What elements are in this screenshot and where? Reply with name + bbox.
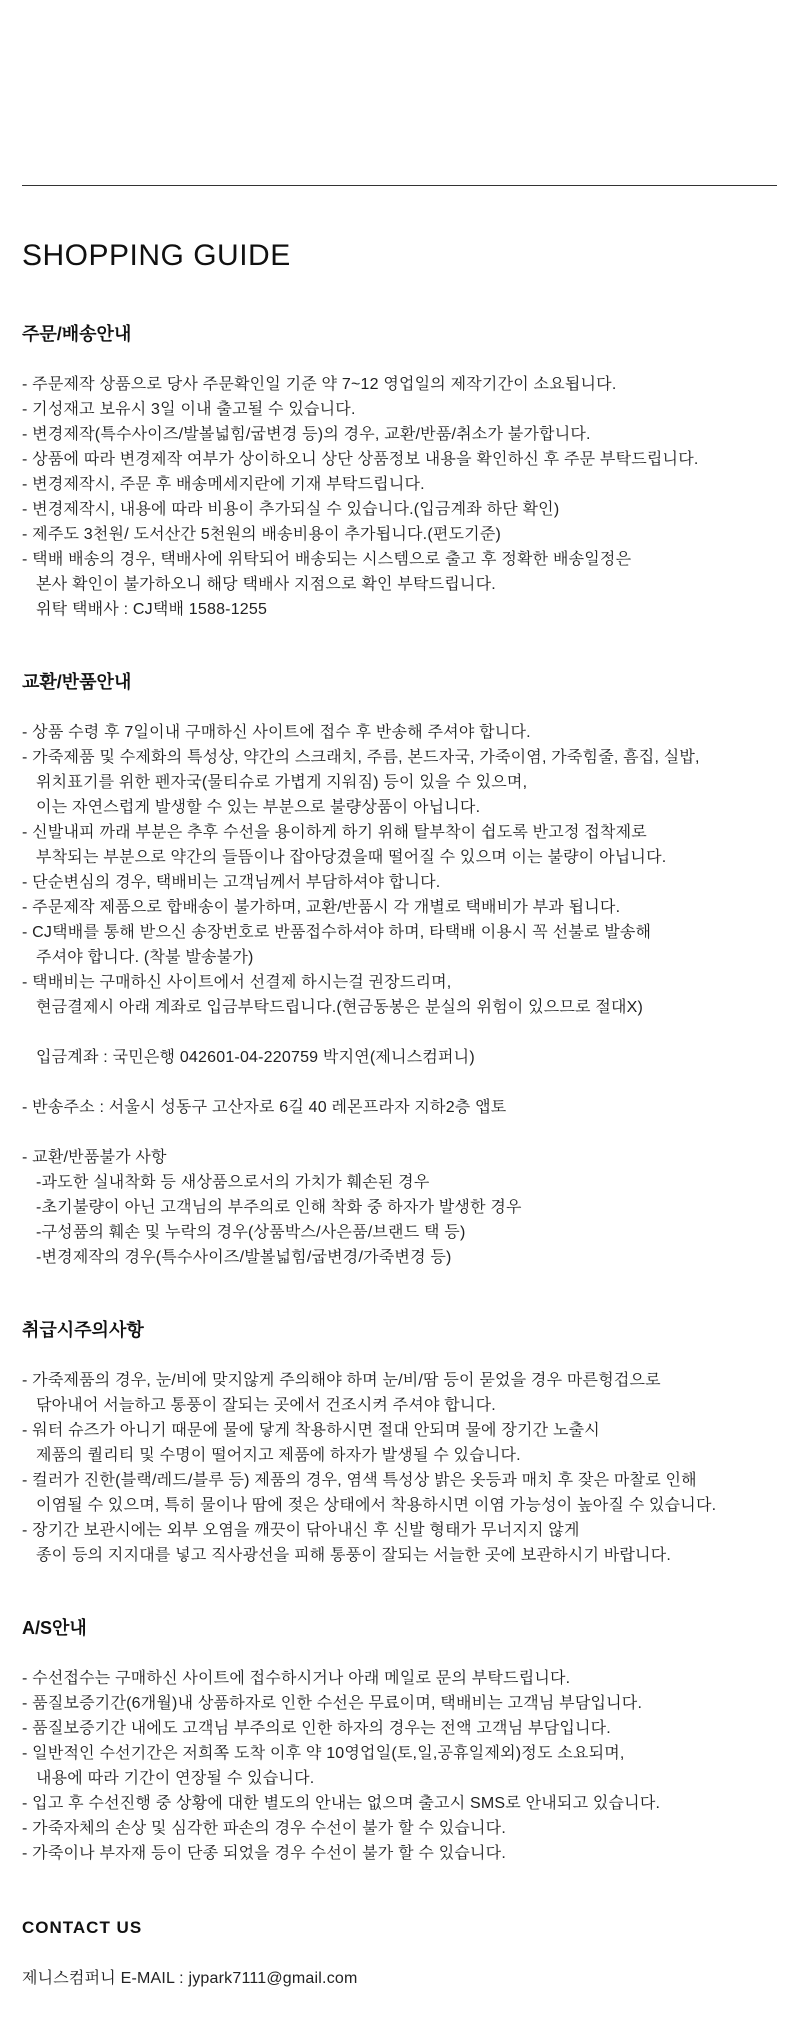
courier-info: 위탁 택배사 : CJ택배 1588-1255	[36, 601, 268, 618]
list-item: - 장기간 보관시에는 외부 오염을 깨끗이 닦아내신 후 신발 형태가 무너지지 않게	[22, 1522, 580, 1539]
section-exchange-return	[22, 670, 792, 1270]
list-item: - 변경제작시, 주문 후 배송메세지란에 기재 부탁드립니다.	[22, 476, 425, 493]
section-after-service	[22, 1616, 792, 1866]
list-item: - 가죽이나 부자재 등이 단종 되었을 경우 수선이 불가 할 수 있습니다.	[22, 1845, 506, 1862]
list-item-continuation: 닦아내어 서늘하고 통풍이 잘되는 곳에서 건조시켜 주셔야 합니다.	[36, 1397, 496, 1414]
list-item: - 품질보증기간 내에도 고객님 부주의로 인한 하자의 경우는 전액 고객님 부담입니다.	[22, 1720, 611, 1737]
list-item-continuation: 제품의 퀄리티 및 수명이 떨어지고 제품에 하자가 발생될 수 있습니다.	[36, 1447, 521, 1464]
section-title: 주문/배송안내	[22, 324, 132, 344]
section-title: 취급시주의사항	[22, 1320, 144, 1340]
list-item-continuation: 현금결제시 아래 계좌로 입금부탁드립니다.(현금동봉은 분실의 위험이 있으므로 절대X)	[36, 999, 644, 1016]
list-item-continuation: 이는 자연스럽게 발생할 수 있는 부분으로 불량상품이 아닙니다.	[36, 799, 481, 816]
section-title: 교환/반품안내	[22, 672, 132, 692]
list-item: - 변경제작시, 내용에 따라 비용이 추가되실 수 있습니다.(입금계좌 하단 확인)	[22, 501, 560, 518]
list-item: - 기성재고 보유시 3일 이내 출고될 수 있습니다.	[22, 401, 356, 418]
list-item-continuation: 부착되는 부분으로 약간의 들뜸이나 잡아당겼을때 떨어질 수 있으며 이는 불량이 아닙니다.	[36, 849, 667, 866]
section-title: A/S안내	[22, 1618, 87, 1638]
list-item: - 주문제작 상품으로 당사 주문확인일 기준 약 7~12 영업일의 제작기간이 소요됩니다.	[22, 376, 617, 393]
section-body	[22, 720, 792, 1270]
list-item-continuation: 내용에 따라 기간이 연장될 수 있습니다.	[36, 1770, 315, 1787]
list-item: - 상품 수령 후 7일이내 구매하신 사이트에 접수 후 반송해 주셔야 합니다.	[22, 724, 531, 741]
list-item: - 교환/반품불가 사항	[22, 1149, 167, 1166]
sub-list-item: -초기불량이 아닌 고객님의 부주의로 인해 착화 중 하자가 발생한 경우	[36, 1199, 522, 1216]
list-item: - 택배비는 구매하신 사이트에서 선결제 하시는걸 권장드리며,	[22, 974, 452, 991]
section-care-instructions	[22, 1318, 792, 1568]
list-item: - 변경제작(특수사이즈/발볼넓힘/굽변경 등)의 경우, 교환/반품/취소가 불가합니다.	[22, 426, 591, 443]
blank-line	[22, 1020, 792, 1045]
list-item-continuation: 위치표기를 위한 펜자국(물티슈로 가볍게 지워짐) 등이 있을 수 있으며,	[36, 774, 528, 791]
shopping-guide	[0, 185, 792, 1991]
list-item: - 입고 후 수선진행 중 상황에 대한 별도의 안내는 없으며 출고시 SMS로 안내되고 있습니다.	[22, 1795, 661, 1812]
list-item: - CJ택배를 통해 받으신 송장번호로 반품접수하셔야 하며, 타택배 이용시 꼭 선불로 발송해	[22, 924, 652, 941]
contact-title: CONTACT US	[22, 1918, 143, 1937]
list-item-continuation: 이염될 수 있으며, 특히 물이나 땀에 젖은 상태에서 착용하시면 이염 가능성이 높아질 수 있습니다.	[36, 1497, 717, 1514]
blank-line	[22, 1070, 792, 1095]
list-item: - 가죽자체의 손상 및 심각한 파손의 경우 수선이 불가 할 수 있습니다.	[22, 1820, 506, 1837]
section-order-delivery	[22, 322, 792, 622]
blank-line	[22, 1120, 792, 1145]
page-title: SHOPPING GUIDE	[22, 239, 291, 272]
list-item: - 수선접수는 구매하신 사이트에 접수하시거나 아래 메일로 문의 부탁드립니다.	[22, 1670, 571, 1687]
list-item: - 제주도 3천원/ 도서산간 5천원의 배송비용이 추가됩니다.(편도기준)	[22, 526, 502, 543]
list-item: - 상품에 따라 변경제작 여부가 상이하오니 상단 상품정보 내용을 확인하신 후 주문 부탁드립니다.	[22, 451, 699, 468]
bank-account-info: 입금계좌 : 국민은행 042601-04-220759 박지연(제니스컴퍼니)	[36, 1049, 475, 1066]
section-body	[22, 1666, 792, 1866]
list-item: - 가죽제품 및 수제화의 특성상, 약간의 스크래치, 주름, 본드자국, 가죽이염, 가죽힘줄, 흠집, 실밥,	[22, 749, 700, 766]
section-body	[22, 372, 792, 622]
list-item: - 컬러가 진한(블랙/레드/블루 등) 제품의 경우, 염색 특성상 밝은 옷등과 매치 후 잦은 마찰로 인해	[22, 1472, 697, 1489]
contact-section	[22, 1916, 792, 1991]
list-item: - 단순변심의 경우, 택배비는 고객님께서 부담하셔야 합니다.	[22, 874, 441, 891]
section-body	[22, 1368, 792, 1568]
list-item: - 품질보증기간(6개월)내 상품하자로 인한 수선은 무료이며, 택배비는 고객님 부담입니다.	[22, 1695, 643, 1712]
list-item: - 신발내피 까래 부분은 추후 수선을 용이하게 하기 위해 탈부착이 쉽도록 반고정 접착제로	[22, 824, 647, 841]
list-item: - 일반적인 수선기간은 저희쪽 도착 이후 약 10영업일(토,일,공휴일제외)정도 소요되며,	[22, 1745, 625, 1762]
list-item: - 주문제작 제품으로 합배송이 불가하며, 교환/반품시 각 개별로 택배비가 부과 됩니다.	[22, 899, 621, 916]
return-address: - 반송주소 : 서울시 성동구 고산자로 6길 40 레몬프라자 지하2층 앱토	[22, 1099, 507, 1116]
contact-email-line: 제니스컴퍼니 E-MAIL : jypark7111@gmail.com	[22, 1970, 358, 1987]
sub-list-item: -변경제작의 경우(특수사이즈/발볼넓힘/굽변경/가죽변경 등)	[36, 1249, 452, 1266]
top-divider	[22, 185, 777, 186]
list-item: - 워터 슈즈가 아니기 때문에 물에 닿게 착용하시면 절대 안되며 물에 장기간 노출시	[22, 1422, 600, 1439]
list-item-continuation: 주셔야 합니다. (착불 발송불가)	[36, 949, 254, 966]
list-item-continuation: 본사 확인이 불가하오니 해당 택배사 지점으로 확인 부탁드립니다.	[36, 576, 496, 593]
sub-list-item: -과도한 실내착화 등 새상품으로서의 가치가 훼손된 경우	[36, 1174, 430, 1191]
list-item-continuation: 종이 등의 지지대를 넣고 직사광선을 피해 통풍이 잘되는 서늘한 곳에 보관하시기 바랍니다.	[36, 1547, 672, 1564]
list-item: - 택배 배송의 경우, 택배사에 위탁되어 배송되는 시스템으로 출고 후 정확한 배송일정은	[22, 551, 632, 568]
sub-list-item: -구성품의 훼손 및 누락의 경우(상품박스/사은품/브랜드 택 등)	[36, 1224, 466, 1241]
list-item: - 가죽제품의 경우, 눈/비에 맞지않게 주의해야 하며 눈/비/땀 등이 묻었을 경우 마른헝겁으로	[22, 1372, 661, 1389]
